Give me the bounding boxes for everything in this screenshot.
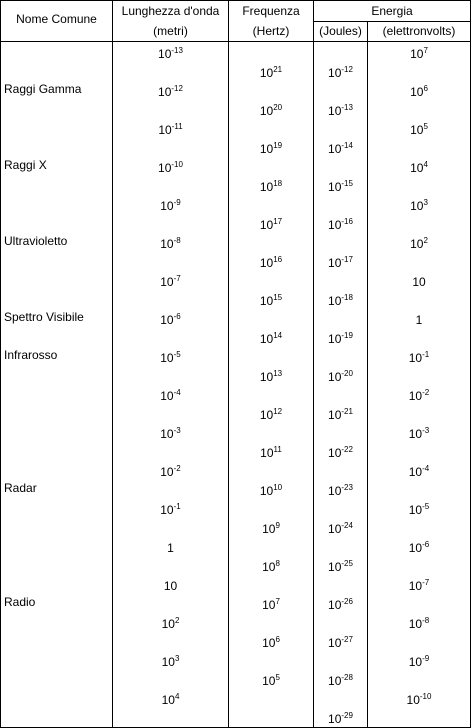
frequency-value bbox=[229, 294, 313, 308]
frequency-exponent: 20 bbox=[273, 103, 283, 112]
energy-joules-base: 10 bbox=[328, 370, 342, 384]
energy-joules-base: 10 bbox=[328, 484, 342, 498]
wavelength-base: 10 bbox=[158, 123, 172, 137]
frequency-base: 10 bbox=[262, 636, 276, 650]
frequency-exponent: 14 bbox=[273, 331, 283, 340]
wavelength-base: 10 bbox=[163, 579, 178, 593]
wavelength-value bbox=[113, 503, 228, 517]
wavelength-value bbox=[113, 465, 228, 479]
wavelength-value bbox=[113, 427, 228, 441]
energy-joules-base: 10 bbox=[328, 66, 342, 80]
frequency-value bbox=[229, 370, 313, 384]
energy-ev-value bbox=[368, 693, 470, 707]
wavelength-base: 10 bbox=[158, 161, 172, 175]
frequency-exponent: 11 bbox=[273, 445, 282, 454]
frequency-exponent: 6 bbox=[275, 635, 280, 644]
wavelength-value bbox=[113, 579, 228, 593]
wavelength-base: 10 bbox=[161, 655, 175, 669]
frequency-exponent: 18 bbox=[273, 179, 283, 188]
frequency-value bbox=[229, 674, 313, 688]
wavelength-value bbox=[113, 693, 228, 707]
frequency-value bbox=[229, 66, 313, 80]
wavelength-base: 10 bbox=[160, 199, 174, 213]
energy-joules-base: 10 bbox=[328, 256, 342, 270]
wavelength-value bbox=[113, 313, 228, 327]
energy-ev-exponent: 5 bbox=[423, 122, 428, 131]
energy-ev-base: 10 bbox=[408, 503, 423, 517]
frequency-value bbox=[229, 256, 313, 270]
wavelength-exponent: -2 bbox=[173, 464, 181, 473]
energy-ev-value bbox=[368, 465, 470, 479]
wavelength-base: 10 bbox=[160, 275, 174, 289]
name-visible: Spettro Visibile bbox=[4, 310, 84, 324]
energy-ev-exponent: -2 bbox=[422, 388, 430, 397]
energy-joules-exponent: -21 bbox=[341, 407, 353, 416]
energy-ev-exponent: -1 bbox=[422, 350, 430, 359]
energy-joules-value bbox=[314, 484, 367, 498]
header-energy-ev: (elettronvolts) bbox=[382, 24, 456, 38]
frequency-exponent: 5 bbox=[275, 673, 280, 682]
name-gamma: Raggi Gamma bbox=[4, 82, 82, 96]
energy-ev-exponent: -9 bbox=[422, 654, 430, 663]
frequency-exponent: 9 bbox=[275, 521, 280, 530]
header-energy: Energia bbox=[371, 4, 413, 18]
energy-ev-base: 10 bbox=[406, 693, 420, 707]
wavelength-value bbox=[113, 617, 228, 631]
frequency-exponent: 7 bbox=[275, 597, 280, 606]
energy-ev-base: 10 bbox=[408, 465, 423, 479]
wavelength-base: 10 bbox=[160, 313, 174, 327]
energy-ev-exponent: 6 bbox=[423, 84, 428, 93]
header-frequency: Frequenza bbox=[242, 4, 300, 18]
energy-joules-base: 10 bbox=[328, 636, 342, 650]
wavelength-base: 10 bbox=[160, 237, 174, 251]
frequency-value bbox=[229, 560, 313, 574]
energy-joules-value bbox=[314, 332, 367, 346]
frequency-base: 10 bbox=[259, 370, 274, 384]
wavelength-base: 10 bbox=[160, 427, 174, 441]
frequency-value bbox=[229, 636, 313, 650]
table-left-border bbox=[0, 0, 1, 727]
wavelength-exponent: -5 bbox=[173, 350, 181, 359]
frequency-exponent: 17 bbox=[273, 217, 283, 226]
wavelength-value bbox=[113, 237, 228, 251]
energy-ev-value bbox=[368, 617, 470, 631]
frequency-value bbox=[229, 180, 313, 194]
table-top-border bbox=[0, 0, 471, 1]
frequency-exponent: 21 bbox=[273, 65, 283, 74]
energy-ev-base: 10 bbox=[410, 123, 424, 137]
header-wavelength: Lunghezza d'onda bbox=[121, 4, 220, 18]
energy-joules-value bbox=[314, 256, 367, 270]
energy-ev-value bbox=[368, 123, 470, 137]
wavelength-exponent: -11 bbox=[171, 122, 183, 131]
energy-joules-exponent: -23 bbox=[341, 483, 353, 492]
wavelength-value bbox=[113, 389, 228, 403]
frequency-base: 10 bbox=[259, 218, 274, 232]
wavelength-base: 10 bbox=[161, 693, 175, 707]
energy-joules-exponent: -12 bbox=[341, 65, 353, 74]
frequency-base: 10 bbox=[259, 104, 274, 118]
frequency-base: 10 bbox=[259, 180, 274, 194]
wavelength-base: 10 bbox=[160, 389, 174, 403]
energy-joules-value bbox=[314, 104, 367, 118]
energy-joules-exponent: -16 bbox=[341, 217, 353, 226]
wavelength-exponent: -13 bbox=[171, 46, 183, 55]
frequency-base: 10 bbox=[259, 142, 274, 156]
wavelength-exponent: -3 bbox=[173, 426, 181, 435]
frequency-exponent: 12 bbox=[273, 407, 283, 416]
wavelength-exponent: -7 bbox=[173, 274, 181, 283]
energy-joules-exponent: -24 bbox=[341, 521, 353, 530]
frequency-exponent: 10 bbox=[273, 483, 283, 492]
energy-ev-value bbox=[368, 351, 470, 365]
energy-joules-base: 10 bbox=[328, 142, 342, 156]
energy-ev-exponent: -8 bbox=[422, 616, 430, 625]
energy-ev-base: 10 bbox=[408, 351, 423, 365]
frequency-value bbox=[229, 408, 313, 422]
energy-ev-base: 10 bbox=[408, 579, 423, 593]
frequency-base: 10 bbox=[262, 560, 276, 574]
name-infrared: Infrarosso bbox=[4, 348, 58, 362]
energy-joules-base: 10 bbox=[328, 332, 342, 346]
wavelength-base: 10 bbox=[158, 85, 172, 99]
energy-ev-base: 10 bbox=[410, 237, 424, 251]
name-ultraviolet: Ultravioletto bbox=[4, 234, 68, 248]
frequency-base: 10 bbox=[259, 66, 274, 80]
energy-ev-base: 1 bbox=[415, 313, 423, 327]
name-radar: Radar bbox=[4, 481, 37, 495]
energy-ev-value bbox=[368, 389, 470, 403]
frequency-base: 10 bbox=[259, 256, 274, 270]
energy-ev-exponent: 4 bbox=[423, 160, 428, 169]
name-radio: Radio bbox=[4, 595, 36, 609]
energy-joules-base: 10 bbox=[328, 180, 342, 194]
frequency-base: 10 bbox=[262, 598, 276, 612]
frequency-base: 10 bbox=[259, 484, 274, 498]
header-name: Nome Comune bbox=[16, 12, 97, 26]
energy-ev-value bbox=[368, 313, 470, 327]
energy-ev-exponent: -4 bbox=[422, 464, 430, 473]
energy-ev-base: 10 bbox=[410, 199, 424, 213]
energy-ev-base: 10 bbox=[410, 47, 424, 61]
header-wavelength-unit: (metri) bbox=[153, 24, 188, 38]
energy-joules-value bbox=[314, 294, 367, 308]
energy-joules-base: 10 bbox=[328, 598, 342, 612]
wavelength-value bbox=[113, 541, 228, 555]
wavelength-exponent: -8 bbox=[173, 236, 181, 245]
header-energy-joules: (Joules) bbox=[319, 24, 362, 38]
energy-ev-exponent: -6 bbox=[422, 540, 430, 549]
energy-ev-base: 10 bbox=[408, 655, 423, 669]
energy-joules-value bbox=[314, 218, 367, 232]
wavelength-base: 10 bbox=[161, 617, 175, 631]
wavelength-value bbox=[113, 47, 228, 61]
energy-ev-value bbox=[368, 85, 470, 99]
energy-joules-value bbox=[314, 560, 367, 574]
energy-joules-exponent: -28 bbox=[341, 673, 353, 682]
wavelength-exponent: -12 bbox=[171, 84, 183, 93]
wavelength-exponent: 2 bbox=[174, 616, 180, 625]
energy-ev-value bbox=[368, 579, 470, 593]
frequency-value bbox=[229, 446, 313, 460]
wavelength-exponent: 3 bbox=[174, 654, 180, 663]
frequency-exponent: 15 bbox=[273, 293, 283, 302]
header-frequency-unit: (Hertz) bbox=[252, 24, 290, 38]
energy-ev-value bbox=[368, 541, 470, 555]
energy-joules-exponent: -13 bbox=[341, 103, 353, 112]
energy-joules-value bbox=[314, 674, 367, 688]
frequency-value bbox=[229, 218, 313, 232]
frequency-value bbox=[229, 522, 313, 536]
wavelength-exponent: -1 bbox=[173, 502, 181, 511]
energy-joules-exponent: -27 bbox=[341, 635, 353, 644]
energy-ev-exponent: -3 bbox=[422, 426, 430, 435]
energy-ev-exponent: 2 bbox=[423, 236, 428, 245]
frequency-exponent: 13 bbox=[273, 369, 283, 378]
energy-ev-value bbox=[368, 161, 470, 175]
energy-ev-base: 10 bbox=[412, 275, 426, 289]
wavelength-value bbox=[113, 275, 228, 289]
wavelength-value bbox=[113, 199, 228, 213]
energy-ev-base: 10 bbox=[408, 389, 423, 403]
energy-ev-value bbox=[368, 503, 470, 517]
energy-ev-value bbox=[368, 427, 470, 441]
energy-joules-value bbox=[314, 370, 367, 384]
energy-joules-base: 10 bbox=[328, 522, 342, 536]
energy-joules-value bbox=[314, 180, 367, 194]
energy-ev-exponent: 3 bbox=[423, 198, 428, 207]
energy-joules-exponent: -22 bbox=[341, 445, 353, 454]
energy-joules-exponent: -25 bbox=[341, 559, 353, 568]
wavelength-value bbox=[113, 123, 228, 137]
energy-joules-exponent: -19 bbox=[341, 331, 353, 340]
frequency-value bbox=[229, 104, 313, 118]
frequency-base: 10 bbox=[260, 446, 274, 460]
frequency-exponent: 16 bbox=[273, 255, 283, 264]
energy-ev-exponent: -5 bbox=[422, 502, 430, 511]
energy-joules-exponent: -15 bbox=[341, 179, 353, 188]
energy-joules-value bbox=[314, 408, 367, 422]
energy-joules-exponent: -14 bbox=[341, 141, 353, 150]
header-mid-divider-energy bbox=[313, 21, 471, 22]
energy-joules-value bbox=[314, 446, 367, 460]
frequency-base: 10 bbox=[262, 674, 276, 688]
energy-ev-value bbox=[368, 237, 470, 251]
frequency-base: 10 bbox=[262, 522, 276, 536]
energy-joules-base: 10 bbox=[328, 408, 342, 422]
wavelength-value bbox=[113, 85, 228, 99]
wavelength-exponent: -4 bbox=[173, 388, 181, 397]
energy-joules-exponent: -17 bbox=[341, 255, 353, 264]
wavelength-value bbox=[113, 161, 228, 175]
energy-joules-base: 10 bbox=[328, 294, 342, 308]
energy-joules-value bbox=[314, 712, 367, 726]
frequency-value bbox=[229, 142, 313, 156]
energy-joules-value bbox=[314, 66, 367, 80]
energy-ev-exponent: -10 bbox=[419, 692, 432, 701]
energy-joules-exponent: -20 bbox=[341, 369, 353, 378]
frequency-base: 10 bbox=[259, 408, 274, 422]
header-bottom-border bbox=[0, 41, 471, 42]
energy-joules-value bbox=[314, 142, 367, 156]
energy-joules-base: 10 bbox=[328, 104, 342, 118]
energy-joules-base: 10 bbox=[328, 712, 342, 726]
energy-ev-exponent: 7 bbox=[423, 46, 428, 55]
energy-ev-base: 10 bbox=[408, 541, 423, 555]
wavelength-value bbox=[113, 655, 228, 669]
energy-joules-value bbox=[314, 598, 367, 612]
frequency-value bbox=[229, 332, 313, 346]
wavelength-value bbox=[113, 351, 228, 365]
energy-joules-value bbox=[314, 636, 367, 650]
wavelength-base: 10 bbox=[160, 465, 174, 479]
energy-joules-base: 10 bbox=[328, 674, 342, 688]
wavelength-base: 10 bbox=[160, 503, 174, 517]
frequency-value bbox=[229, 484, 313, 498]
energy-joules-exponent: -26 bbox=[341, 597, 353, 606]
name-xray: Raggi X bbox=[4, 158, 47, 172]
frequency-exponent: 19 bbox=[273, 141, 283, 150]
frequency-base: 10 bbox=[259, 294, 274, 308]
frequency-exponent: 8 bbox=[275, 559, 280, 568]
energy-ev-value bbox=[368, 655, 470, 669]
energy-ev-value bbox=[368, 199, 470, 213]
energy-joules-exponent: -18 bbox=[341, 293, 353, 302]
energy-ev-value bbox=[368, 275, 470, 289]
frequency-value bbox=[229, 598, 313, 612]
wavelength-base: 10 bbox=[158, 47, 172, 61]
energy-joules-exponent: -29 bbox=[341, 711, 353, 720]
wavelength-exponent: -10 bbox=[171, 160, 183, 169]
energy-ev-base: 10 bbox=[408, 617, 423, 631]
energy-joules-base: 10 bbox=[328, 446, 342, 460]
wavelength-base: 10 bbox=[160, 351, 174, 365]
energy-ev-base: 10 bbox=[408, 427, 423, 441]
energy-ev-base: 10 bbox=[410, 85, 424, 99]
energy-ev-base: 10 bbox=[410, 161, 424, 175]
wavelength-exponent: -9 bbox=[173, 198, 181, 207]
wavelength-exponent: 4 bbox=[174, 692, 180, 701]
energy-joules-base: 10 bbox=[328, 218, 342, 232]
energy-joules-base: 10 bbox=[328, 560, 342, 574]
wavelength-exponent: -6 bbox=[173, 312, 181, 321]
wavelength-base: 1 bbox=[167, 541, 174, 555]
energy-joules-value bbox=[314, 522, 367, 536]
frequency-base: 10 bbox=[259, 332, 274, 346]
energy-ev-value bbox=[368, 47, 470, 61]
energy-ev-exponent: -7 bbox=[422, 578, 430, 587]
